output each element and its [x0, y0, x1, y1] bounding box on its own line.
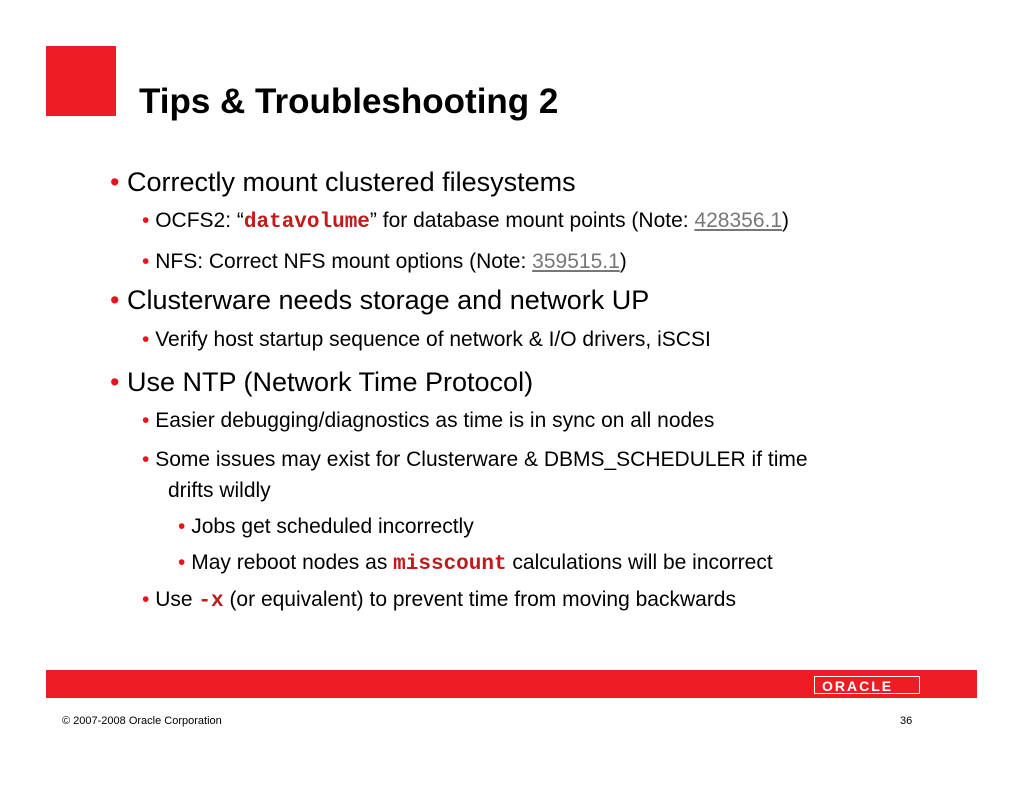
- bullet-text: ): [619, 250, 627, 273]
- bullet-text: (or equivalent) to prevent time from moving backwards: [223, 588, 736, 611]
- note-link[interactable]: 428356.1: [694, 209, 783, 232]
- code-text: misscount: [393, 553, 507, 576]
- bullet-dot: •: [142, 250, 150, 273]
- sub-sub-bullet-item: [178, 551, 773, 576]
- bullet-dot: •: [178, 515, 186, 538]
- bullet-dot: •: [110, 167, 120, 197]
- sub-bullet-item: [142, 250, 627, 274]
- code-text: datavolume: [243, 211, 370, 234]
- page-number: 36: [900, 715, 913, 727]
- bullet-text: Correctly mount clustered filesystems: [126, 167, 576, 197]
- bullet-text: Use NTP (Network Time Protocol): [126, 367, 534, 397]
- sub-sub-bullet-item: [178, 515, 474, 539]
- bullet-dot: •: [178, 551, 186, 574]
- bullet-dot: •: [142, 409, 150, 432]
- bullet-item: [110, 367, 533, 398]
- bullet-text: Clusterware needs storage and network UP: [126, 285, 650, 315]
- sub-bullet-item: [142, 328, 711, 352]
- bullet-dot: •: [142, 209, 150, 232]
- note-link[interactable]: 359515.1: [532, 250, 620, 273]
- bullet-item: [110, 167, 576, 198]
- bullet-dot: •: [142, 328, 150, 351]
- copyright-text: © 2007-2008 Oracle Corporation: [62, 715, 222, 727]
- bullet-text: OCFS2: “: [155, 209, 244, 232]
- bullet-dot: •: [110, 285, 120, 315]
- title-accent-square: [46, 46, 116, 116]
- bullet-text: Verify host startup sequence of network & I/O drivers, iSCSI: [155, 328, 711, 351]
- bullet-text: Jobs get scheduled incorrectly: [191, 515, 474, 538]
- bullet-text: May reboot nodes as: [191, 551, 394, 574]
- bullet-item: [110, 285, 649, 316]
- bullet-continuation: drifts wildly: [168, 479, 271, 502]
- slide-title: Tips & Troubleshooting 2: [139, 82, 559, 121]
- bullet-text: calculations will be incorrect: [506, 551, 773, 574]
- bullet-dot: •: [142, 588, 150, 611]
- bullet-text: ” for database mount points (Note:: [369, 209, 695, 232]
- sub-bullet-item: [142, 588, 736, 613]
- bullet-text: Easier debugging/diagnostics as time is in sync on all nodes: [155, 409, 715, 432]
- oracle-logo-text: ORACLE: [822, 678, 894, 694]
- bullet-text: Use: [155, 588, 199, 611]
- bullet-dot: •: [142, 448, 150, 471]
- code-text: -x: [198, 590, 224, 613]
- bullet-text: ): [782, 209, 790, 232]
- bullet-text: NFS: Correct NFS mount options (Note:: [155, 250, 533, 273]
- sub-bullet-item: [142, 409, 714, 433]
- sub-bullet-item: [142, 209, 789, 234]
- bullet-text: Some issues may exist for Clusterware & DBMS_SCHEDULER if time: [155, 448, 808, 471]
- bullet-dot: •: [110, 367, 120, 397]
- sub-bullet-item: [142, 448, 808, 472]
